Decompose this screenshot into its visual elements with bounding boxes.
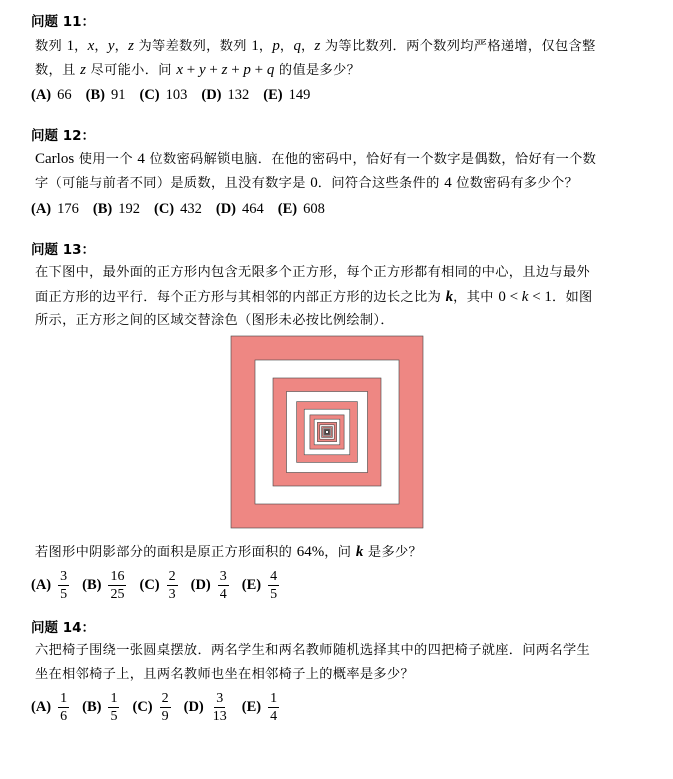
text-run: q [293,38,301,54]
text-run: y [107,38,115,54]
answer-choice [191,569,229,602]
choice-label: (C) [153,201,175,217]
text-run: y [198,62,206,78]
choice-label: (A) [31,201,52,217]
problem-12-heading: 问题 12： [31,128,95,144]
text-run: 使用一个 [74,152,138,167]
answer-choice [31,569,69,602]
text-run: 位数密码有多少个？ [451,176,579,191]
text-run: z [314,38,321,54]
choice-label: (E) [263,87,283,103]
text-run: ，其中 [453,290,499,305]
text-run: 坐在相邻椅子上，且两名教师也坐在相邻椅子上的概率是多少？ [35,667,415,682]
text-run: 1 [251,38,259,54]
problem-12-line-1 [35,151,596,168]
choice-label: (D) [183,699,204,715]
text-run: 六把椅子围绕一张圆桌摆放．两名学生和两名教师随机选择其中的四把椅子就座．问两名学生 [35,643,591,658]
text-run: + [205,62,222,78]
answer-choice [93,200,140,218]
text-run: z [80,62,86,78]
text-run: x [87,38,95,54]
text-run: 若图形中阴影部分的面积是原正方形面积的 [35,545,297,560]
fraction-numerator: 1 [110,691,118,706]
unshaded-square [326,431,329,434]
text-run: 为等差数列，数列 [133,39,252,54]
problem-12-line-2 [35,175,578,192]
choice-value: 66 [57,87,72,103]
text-run: z [221,62,228,78]
text-run: ， [114,39,129,54]
answer-choice [154,200,202,218]
answer-choice [184,691,229,724]
fraction-numerator: 2 [168,569,176,584]
fraction-numerator: 3 [216,691,224,706]
fraction-numerator: 16 [110,569,125,584]
problem-14-choices [31,691,292,724]
text-run: ，问 [324,545,356,560]
problem-12-choices [31,200,339,218]
text-run: 字（可能与前者不同）是质数，且没有数字是 [35,176,311,191]
choice-fraction [58,569,69,602]
choice-label: (E) [277,201,298,217]
problem-11-choices [31,86,324,104]
text-run: ， [94,39,108,54]
choice-label: (D) [201,87,222,103]
text-run: ， [279,39,294,54]
problem-14-heading: 问题 14： [31,620,95,636]
choice-label: (B) [85,87,105,103]
choice-label: (D) [190,577,211,593]
choice-label: (B) [82,699,102,715]
choice-label: (A) [31,577,52,593]
problem-13-line-1 [35,265,590,281]
choice-label: (E) [241,699,262,715]
choice-value: 176 [57,201,79,217]
choice-label: (C) [132,699,153,715]
text-run: Carlos [35,151,75,167]
answer-choice [31,86,72,104]
text-run: ．如图 [551,290,593,305]
choice-label: (A) [31,699,52,715]
answer-choice [139,86,187,104]
problem-13-line-2 [35,289,593,306]
text-run: + [250,62,267,78]
problem-14-line-2 [35,667,414,683]
problem-14-line-1 [35,643,590,659]
fraction-denominator: 13 [212,709,227,724]
answer-choice [31,200,79,218]
text-run: k [355,544,364,560]
text-run: 4 [137,151,145,167]
fraction-denominator: 5 [270,587,278,602]
text-run: k [521,289,529,305]
fraction-denominator: 5 [60,587,68,602]
choice-fraction [58,691,69,724]
text-run: 在下图中，最外面的正方形内包含无限多个正方形，每个正方形都有相同的中心，且边与最外 [35,265,591,280]
text-run: q [266,62,275,78]
text-run: 位数密码解锁电脑．在他的密码中，恰好有一个数字是偶数，恰好有一个数 [144,152,597,167]
fraction-denominator: 5 [110,709,118,724]
problem-13-line-3 [35,313,394,329]
text-run: 0 < [498,289,522,305]
text-run: k [445,289,454,305]
choice-fraction [167,569,178,602]
choice-label: (B) [82,577,102,593]
answer-choice [216,200,264,218]
fraction-denominator: 4 [219,587,227,602]
answer-choice [278,200,325,218]
choice-label: (D) [215,201,237,217]
problem-11-line-2 [35,62,360,79]
answer-choice [86,86,126,104]
text-run: ．问符合这些条件的 [317,176,445,191]
fraction-numerator: 4 [270,569,278,584]
choice-label: (A) [31,87,52,103]
text-run: 0 [310,175,318,191]
fraction-numerator: 3 [219,569,227,584]
text-run: 64% [296,544,325,560]
answer-choice [242,691,279,724]
choice-label: (E) [241,577,262,593]
problem-13-question [35,544,422,561]
answer-choice [132,691,170,724]
fraction-numerator: 3 [60,569,68,584]
fraction-denominator: 3 [168,587,176,602]
text-run: 为等比数列．两个数列均严格递增，仅包含整 [320,39,596,54]
fraction-denominator: 6 [60,709,68,724]
text-run: 数，且 [35,63,81,78]
text-run: ， [258,39,273,54]
choice-fraction [108,569,126,602]
problem-11-heading: 问题 11： [31,14,95,30]
text-run: z [128,38,134,54]
text-run: p [272,38,280,54]
fraction-denominator: 9 [161,709,169,724]
fraction-denominator: 25 [110,587,125,602]
answer-choice [82,569,126,602]
text-run: 尽可能小．问 [86,63,177,78]
choice-value: 149 [288,87,311,103]
answer-choice [31,691,69,724]
choice-value: 608 [303,201,325,217]
text-run: + [182,62,199,78]
choice-fraction [268,691,279,724]
fraction-denominator: 4 [270,709,278,724]
choice-fraction [211,691,229,724]
text-run: 的值是多少？ [274,63,361,78]
choice-fraction [268,569,279,602]
problem-13-heading: 问题 13： [31,242,95,258]
text-run: 面正方形的边平行．每个正方形与其相邻的内部正方形的边长之比为 [35,290,446,305]
choice-value: 432 [180,201,202,217]
text-run: 1 [66,38,75,54]
text-run: x [176,62,183,78]
answer-choice [201,86,249,104]
problem-13-choices [31,569,292,602]
choice-value: 103 [165,87,188,103]
answer-choice [263,86,310,104]
text-run: ， [300,39,315,54]
text-run: 数列 [35,39,67,54]
answer-choice [242,569,279,602]
text-run: + [227,62,244,78]
choice-value: 192 [118,201,140,217]
answer-choice [139,569,177,602]
choice-fraction [108,691,119,724]
choice-label: (B) [92,201,113,217]
text-run: ， [74,39,88,54]
choice-label: (C) [139,577,160,593]
fraction-numerator: 1 [270,691,278,706]
choice-value: 132 [227,87,250,103]
text-run: < 1 [528,289,552,305]
choice-value: 464 [242,201,264,217]
fraction-numerator: 2 [161,691,169,706]
choice-fraction [160,691,171,724]
answer-choice [82,691,119,724]
problem-11-line-1 [35,38,596,55]
nested-squares-figure [230,335,424,529]
choice-label: (C) [139,87,160,103]
text-run: 4 [444,175,452,191]
text-run: 是多少？ [363,545,423,560]
choice-fraction [218,569,229,602]
fraction-numerator: 1 [60,691,68,706]
text-run: p [243,62,251,78]
choice-value: 91 [110,87,126,103]
text-run: 所示，正方形之间的区域交替涂色（图形未必按比例绘制）． [35,313,394,328]
